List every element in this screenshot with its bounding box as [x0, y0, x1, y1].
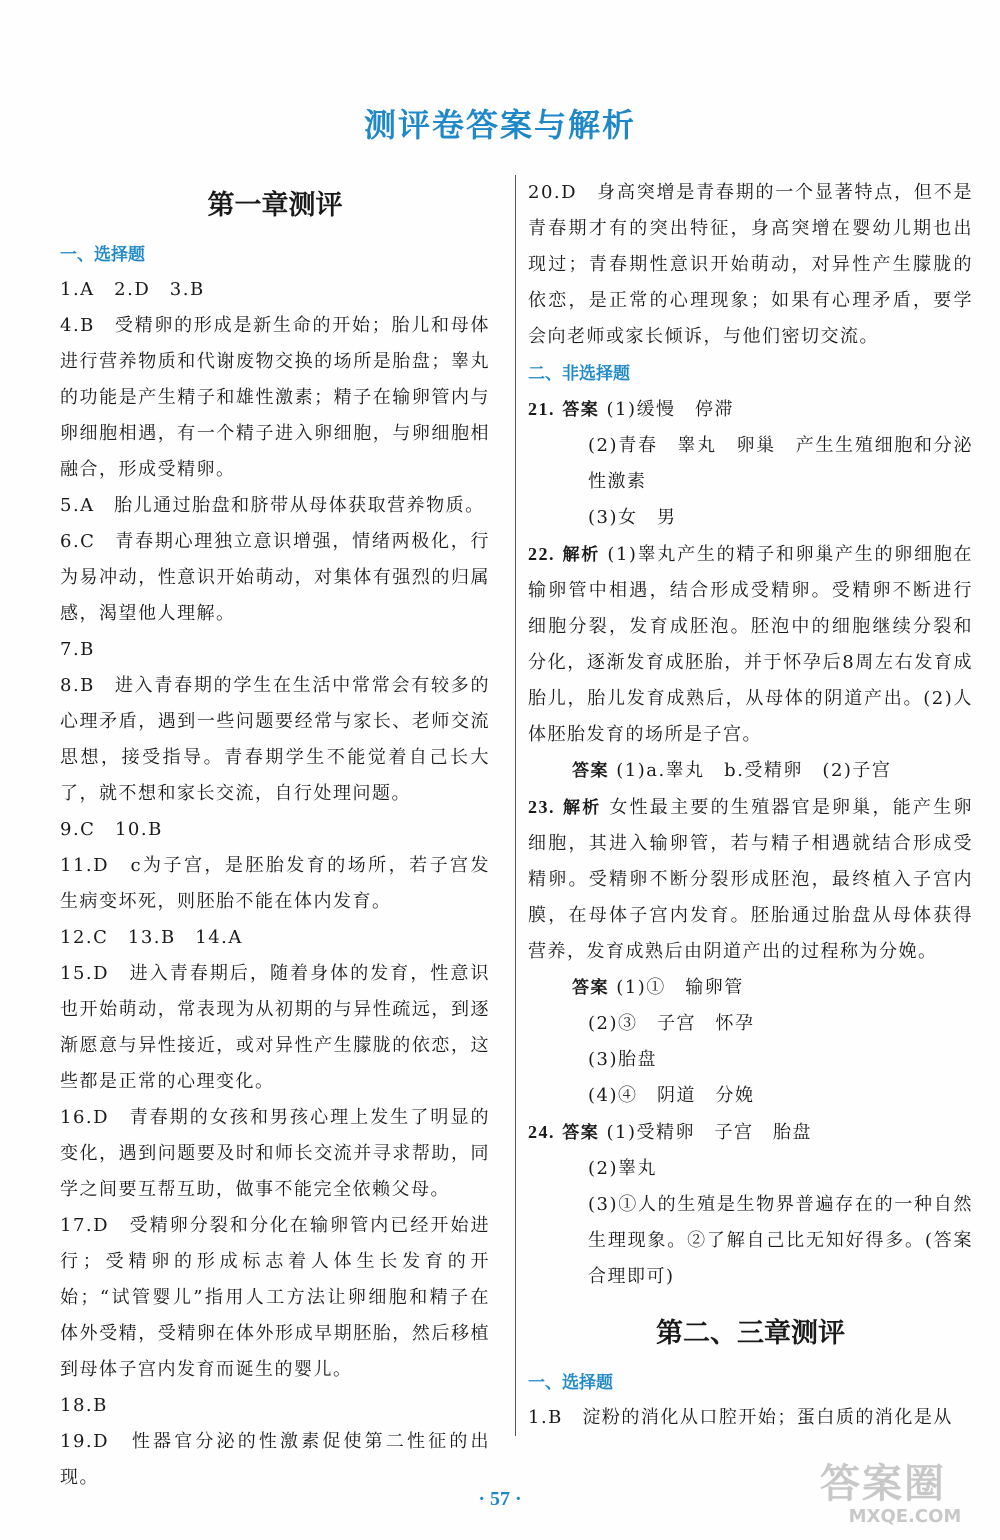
answer-item: 8.B 进入青春期的学生在生活中常常会有较多的心理矛盾，遇到一些问题要经常与家长、老师交流思想，接受指导。青春期学生不能觉着自己长大了，就不想和家长交流，自行处理问题。	[60, 675, 490, 804]
answer-item: 4.B 受精卵的形成是新生命的开始；胎儿和母体进行营养物质和代谢废物交换的场所是胎盘；睾丸的功能是产生精子和雄性激素；精子在输卵管内与卵细胞相遇，有一个精子进入卵细胞，与卵细胞相融合，形成受精卵。	[60, 315, 490, 480]
answer-item: 1.B 淀粉的消化从口腔开始；蛋白质的消化是从	[528, 1407, 953, 1428]
answer-label: 答案	[562, 1123, 600, 1143]
answer-line	[528, 970, 973, 1006]
answer-item: 17.D 受精卵分裂和分化在输卵管内已经开始进行；受精卵的形成标志着人体生长发育的开始；“试管婴儿”指用人工方法让卵细胞和精子在体外受精，受精卵在体外形成早期胚胎，然后移植到母体子宫内发育而诞生的婴儿。	[60, 1215, 490, 1380]
answer-item: 19.D 性器官分泌的性激素促使第二性征的出现。	[60, 1431, 490, 1488]
answer-item: 11.D c为子宫，是胚胎发育的场所，若子宫发生病变坏死，则胚胎不能在体内发育。	[60, 855, 490, 912]
analysis-text: (1)睾丸产生的精子和卵巢产生的卵细胞在输卵管中相遇，结合形成受精卵。受精卵不断进行细胞分裂，发育成胚泡。胚泡中的细胞继续分裂和分化，逐渐发育成胚胎，并于怀孕后8周左右发育成胎儿，胎儿发育成熟后，从母体的阴道产出。(2)人体胚胎发育的场所是子宫。	[528, 544, 973, 745]
answer-line	[528, 753, 973, 789]
question-number: 21.	[528, 399, 555, 419]
answer-text: (1)① 输卵管	[616, 977, 744, 998]
chapter-heading: 第一章测评	[207, 190, 343, 221]
answer-label: 答案	[572, 761, 609, 781]
page-title: 测评卷答案与解析	[363, 106, 636, 144]
analysis-text: 女性最主要的生殖器官是卵巢，能产生卵细胞，其进入输卵管，若与精子相遇就结合形成受精卵。受精卵不断分裂形成胚泡，最终植入子宫内膜，在母体子宫内发育。胚胎通过胎盘从母体获得营养，发育成熟后由阴道产出的过程称为分娩。	[528, 797, 973, 962]
section-heading: 一、选择题	[528, 1373, 613, 1393]
answer-text: (1)受精卵 子宫 胎盘	[606, 1122, 812, 1143]
answer-line: (2)青春 睾丸 卵巢 产生生殖细胞和分泌性激素	[588, 435, 973, 492]
section-heading: 二、非选择题	[528, 364, 630, 384]
answer-line: (2)③ 子宫 怀孕	[588, 1013, 755, 1034]
right-column	[515, 175, 973, 1436]
answer-item: 16.D 青春期的女孩和男孩心理上发生了明显的变化，遇到问题要及时和师长交流并寻求帮助，同学之间要互帮互助，做事不能完全依赖父母。	[60, 1107, 490, 1200]
answer-item: 7.B	[60, 639, 95, 660]
watermark-main: 答案圈	[820, 1461, 946, 1507]
answer-item	[528, 536, 973, 753]
left-column	[60, 175, 490, 1496]
question-number: 23.	[528, 797, 555, 817]
page-number: · 57 ·	[478, 1488, 522, 1510]
answer-item: 6.C 青春期心理独立意识增强，情绪两极化，行为易冲动，性意识开始萌动，对集体有强烈的归属感，渴望他人理解。	[60, 531, 490, 624]
analysis-label: 解析	[562, 545, 600, 565]
answer-line: (1)缓慢 停滞	[606, 399, 734, 420]
answer-line: (3)①人的生殖是生物界普遍存在的一种自然生理现象。②了解自己比无知好得多。(答案合理即可)	[588, 1194, 973, 1287]
watermark-sub: MXQE.COM	[848, 1506, 962, 1527]
answer-item	[528, 1114, 973, 1151]
answer-line: (4)④ 阴道 分娩	[588, 1085, 755, 1106]
question-number: 22.	[528, 544, 555, 564]
answer-item: 1.A 2.D 3.B	[60, 279, 205, 300]
answer-item: 5.A 胎儿通过胎盘和脐带从母体获取营养物质。	[60, 495, 485, 516]
answer-item: 15.D 进入青春期后，随着身体的发育，性意识也开始萌动，常表现为从初期的与异性疏远，到逐渐愿意与异性接近，或对异性产生朦胧的依恋，这些都是正常的心理变化。	[60, 963, 490, 1092]
answer-item	[528, 391, 973, 428]
answer-label: 答案	[572, 978, 609, 998]
answer-item: 18.B	[60, 1395, 108, 1416]
question-number: 24.	[528, 1122, 555, 1142]
answer-label: 答案	[562, 400, 600, 420]
answer-line: (3)胎盘	[588, 1049, 657, 1070]
analysis-label: 解析	[562, 798, 602, 818]
watermark-logo	[820, 1462, 990, 1532]
answer-line: (3)女 男	[588, 507, 677, 528]
answer-item	[528, 789, 973, 970]
answer-item: 12.C 13.B 14.A	[60, 927, 243, 948]
chapter-heading: 第二、三章测评	[656, 1318, 845, 1349]
answer-text: (1)a.睾丸 b.受精卵 (2)子宫	[616, 760, 892, 781]
answer-line: (2)睾丸	[588, 1158, 657, 1179]
section-heading: 一、选择题	[60, 245, 145, 265]
answer-item: 20.D 身高突增是青春期的一个显著特点，但不是青春期才有的突出特征，身高突增在婴幼儿期也出现过；青春期性意识开始萌动，对异性产生朦胧的依恋，是正常的心理现象；如果有心理矛盾，要学会向老师或家长倾诉，与他们密切交流。	[528, 182, 973, 347]
answer-item: 9.C 10.B	[60, 819, 163, 840]
